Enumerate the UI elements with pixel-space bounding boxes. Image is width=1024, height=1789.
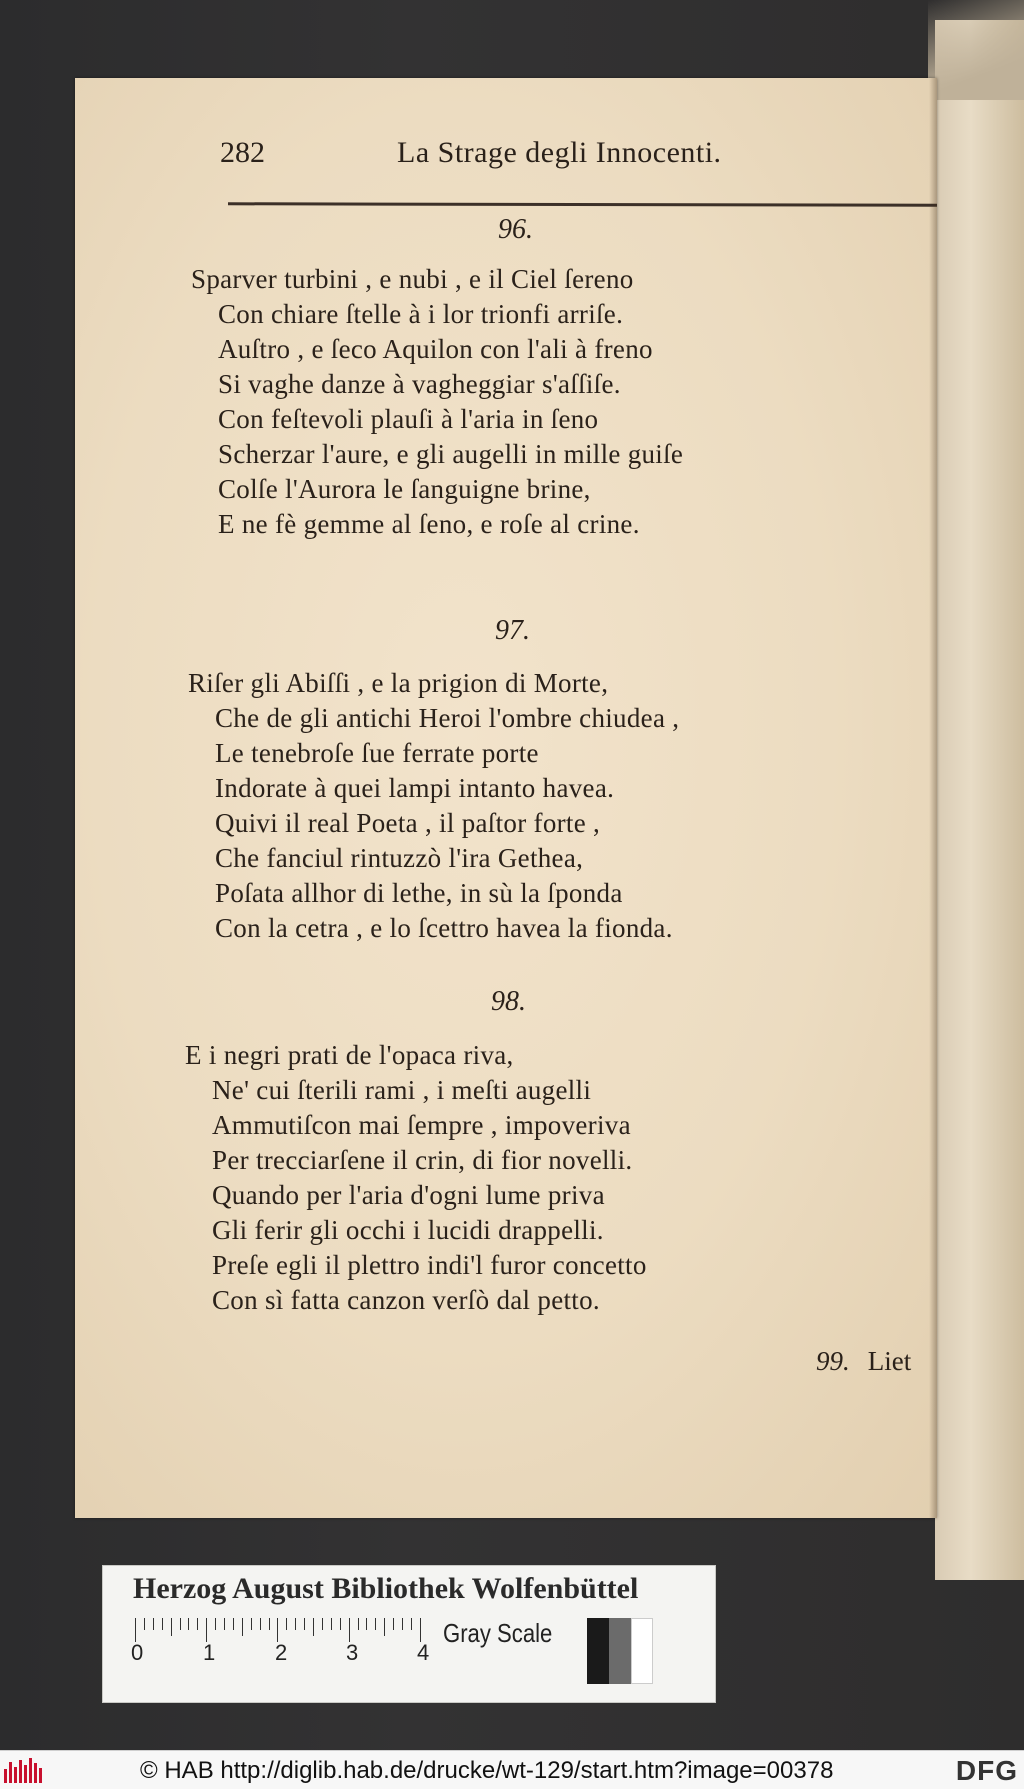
- ruler-tick: [393, 1618, 394, 1630]
- gray-swatch-mid: [609, 1618, 631, 1684]
- verse-line: Gli ferir gli occhi i lucidi drappelli.: [212, 1215, 604, 1245]
- ruler-tick: [340, 1618, 341, 1630]
- ruler-tick: [233, 1618, 234, 1630]
- verse-line: E i negri prati de l'opaca riva,: [185, 1040, 514, 1070]
- verse-line: Quivi il real Poeta , il paſtor forte ,: [215, 808, 601, 838]
- ruler-tick: [349, 1618, 350, 1642]
- verse-line: Preſe egli il plettro indi'l furor concetto: [212, 1250, 647, 1280]
- ruler-tick: [375, 1618, 376, 1630]
- ruler-tick: [420, 1618, 421, 1642]
- catchword-number: 99.: [816, 1346, 850, 1376]
- verse-line: Colſe l'Aurora le ſanguigne brine,: [218, 474, 591, 504]
- ruler-label: 3: [346, 1640, 359, 1665]
- footer-bar: [0, 1750, 1024, 1789]
- verse-line: Con feſtevoli plauſi à l'aria in ſeno: [218, 404, 599, 434]
- verse-line: E ne fè gemme al ſeno, e roſe al crine.: [218, 509, 640, 539]
- ruler-tick: [206, 1618, 207, 1642]
- ruler-tick: [135, 1618, 136, 1642]
- ruler-tick: [277, 1618, 278, 1642]
- ruler-tick: [411, 1618, 412, 1630]
- verse-line: Quando per l'aria d'ogni lume priva: [212, 1180, 605, 1210]
- verse-line: Indorate à quei lampi intanto havea.: [215, 773, 615, 803]
- facing-page-edge: [935, 20, 1024, 1580]
- verse-line: Per trecciarſene il crin, di fior novelli.: [212, 1145, 633, 1175]
- verse-line: Con chiare ſtelle à i lor trionfi arriſe.: [218, 299, 624, 329]
- ruler-tick: [322, 1618, 323, 1630]
- page-gutter-shadow: [929, 78, 937, 1518]
- verse-line: Si vaghe danze à vagheggiar s'aſſiſe.: [218, 369, 621, 399]
- logo-bar: [29, 1758, 32, 1783]
- ruler-tick: [269, 1618, 270, 1630]
- logo-bar: [24, 1765, 27, 1783]
- verse-line: Ammutiſcon mai ſempre , impoveriva: [212, 1110, 631, 1140]
- book-page: [75, 78, 937, 1518]
- verse-line: Che fanciul rintuzzò l'ira Gethea,: [215, 843, 584, 873]
- verse-line: Con la cetra , e lo ſcettro havea la fionda.: [215, 913, 673, 943]
- gray-scale-label: Gray Scale: [443, 1618, 553, 1648]
- hab-logo-icon: [4, 1757, 50, 1783]
- ruler-tick: [180, 1618, 181, 1630]
- running-title: La Strage degli Innocenti.: [397, 136, 722, 169]
- ruler-tick: [153, 1618, 154, 1630]
- ruler-label: 2: [275, 1640, 288, 1665]
- verse-line: Auſtro , e ſeco Aquilon con l'ali à freno: [218, 334, 653, 364]
- ruler-tick: [295, 1618, 296, 1630]
- logo-bar: [14, 1767, 17, 1783]
- page-number: 282: [220, 136, 265, 169]
- ruler-tick: [215, 1618, 216, 1630]
- ruler-tick: [331, 1618, 332, 1630]
- catchword: [816, 1346, 911, 1377]
- ruler-tick: [358, 1618, 359, 1630]
- ruler-tick: [260, 1618, 261, 1630]
- ruler-label: 1: [203, 1640, 216, 1665]
- stanza-number: 96.: [498, 214, 533, 245]
- dfg-logo: DFG: [955, 1755, 1018, 1786]
- verse-line: Ne' cui ſterili rami , i meſti augelli: [212, 1075, 592, 1105]
- ruler-tick: [224, 1618, 225, 1630]
- logo-bar: [34, 1763, 37, 1783]
- color-target: [102, 1565, 716, 1703]
- logo-bar: [4, 1769, 7, 1783]
- ruler-label: 4: [417, 1640, 430, 1665]
- verse-line: Scherzar l'aure, e gli augelli in mille guiſe: [218, 439, 684, 469]
- ruler-tick: [286, 1618, 287, 1630]
- ruler-tick: [144, 1618, 145, 1630]
- ruler-tick: [197, 1618, 198, 1630]
- gray-swatch-white: [631, 1618, 653, 1684]
- verse-line: Poſata allhor di lethe, in sù la ſponda: [215, 878, 623, 908]
- facing-page-shadow: [928, 0, 1024, 100]
- library-name: Herzog August Bibliothek Wolfenbüttel: [133, 1572, 639, 1605]
- header-rule: [228, 202, 937, 206]
- ruler-tick: [242, 1618, 243, 1636]
- ruler-tick: [162, 1618, 163, 1630]
- stanza-number: 97.: [495, 615, 530, 646]
- verse-line: Riſer gli Abiſſi , e la prigion di Morte,: [188, 668, 609, 698]
- catchword-text: Liet: [867, 1346, 912, 1376]
- logo-bar: [19, 1760, 22, 1783]
- stanza-number: 98.: [491, 986, 526, 1017]
- logo-bar: [39, 1768, 42, 1783]
- verse-line: Con sì fatta canzon verſò dal petto.: [212, 1285, 600, 1315]
- ruler-tick: [251, 1618, 252, 1630]
- ruler-tick: [171, 1618, 172, 1636]
- ruler-tick: [313, 1618, 314, 1636]
- ruler-label: 0: [131, 1640, 144, 1665]
- ruler-tick: [402, 1618, 403, 1630]
- running-head: [75, 136, 937, 176]
- gray-swatch-black: [587, 1618, 609, 1684]
- ruler-tick: [366, 1618, 367, 1630]
- verse-line: Le tenebroſe ſue ferrate porte: [215, 738, 539, 768]
- credit-link[interactable]: © HAB http://diglib.hab.de/drucke/wt-129/start.htm?image=00378: [140, 1757, 834, 1784]
- logo-bar: [9, 1762, 12, 1783]
- ruler-tick: [384, 1618, 385, 1636]
- verse-line: Sparver turbini , e nubi , e il Ciel ſereno: [191, 264, 634, 294]
- ruler-tick: [188, 1618, 189, 1630]
- ruler-tick: [304, 1618, 305, 1630]
- verse-line: Che de gli antichi Heroi l'ombre chiudea ,: [215, 703, 680, 733]
